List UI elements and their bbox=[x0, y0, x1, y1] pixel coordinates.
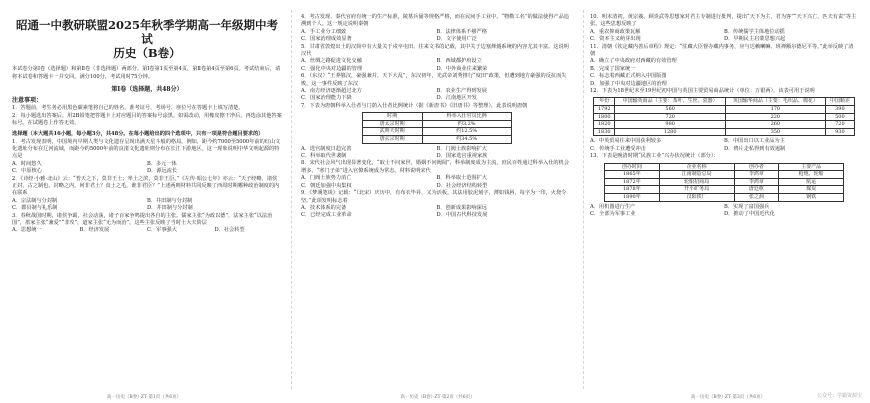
exam-subtitle: 历史（B卷） bbox=[113, 46, 181, 60]
option: C．军事强大 bbox=[147, 227, 177, 234]
table-cell: 560 bbox=[615, 106, 726, 114]
column-1 bbox=[0, 0, 288, 403]
option: A．门阀士族势力消亡 bbox=[301, 175, 352, 182]
option: A．选官制度日趋完善 bbox=[301, 145, 352, 152]
option: B．经济发展 bbox=[79, 227, 110, 234]
option: B．井田制与分封制 bbox=[147, 197, 193, 204]
option: C．已经完成工业革命 bbox=[301, 212, 352, 219]
table-cell: 500 bbox=[825, 113, 854, 121]
table-header: 科举入仕官员比例 bbox=[422, 113, 511, 121]
table-cell: 1872年 bbox=[605, 178, 660, 186]
option: C．标志着西藏正式纳入中国版图 bbox=[590, 73, 667, 80]
note-item: 2．每小题选出答案后，用2B铅笔把答题卡上对应题目的答案标号涂黑。如需改动，用橡皮擦干净后，再选涂其他答案标号。在试题卷上作答无效。 bbox=[12, 112, 282, 127]
table-row bbox=[594, 113, 855, 121]
option: C．国家治理能力下降 bbox=[301, 95, 352, 102]
table-cell: 约3.2% bbox=[422, 120, 511, 128]
table-cell: 钢铁 bbox=[779, 194, 844, 202]
table-cell: 1280 bbox=[615, 128, 726, 136]
table-cell: 1890年 bbox=[605, 194, 660, 202]
question-4: 4．考古发现，秦代官府有统一的生产标准，陵墓兵俑等规格严格，而在民间手工业中，“物勒工名”的做法使得产品追溯到个人。这一规定说明秦朝 bbox=[301, 14, 569, 28]
option: D．社会经济结构转型 bbox=[436, 182, 488, 189]
question-13: 13．下表是晚清时期“民族工业”兴办状况统计（部分）： bbox=[590, 153, 719, 160]
option: D．中国古代科技发展 bbox=[436, 212, 488, 219]
options-8b bbox=[301, 183, 572, 190]
option: D．中外商业往来繁荣 bbox=[436, 65, 488, 72]
selection-table bbox=[362, 112, 512, 143]
option: B．创新成果影响深远 bbox=[436, 204, 487, 211]
question-7: 7．下表为唐朝科举入仕者与门荫入仕者比例统计（据《新唐书》《旧唐书》等整理），此表说明唐朝 bbox=[301, 102, 528, 109]
option: D．推动了中国近代化 bbox=[724, 211, 775, 218]
option: D．文字使用广泛 bbox=[436, 36, 477, 43]
question-11: 11．清朝《钦定藏内善后章程》规定：“驻藏大臣督办藏内事务，应与达赖喇嘛、班禅额尔德尼平等。”此举反映了清朝 bbox=[590, 43, 854, 58]
question-6: 6．（东汉）“王莽篡汉，豪强兼并，天下大乱”，东汉初年，光武帝刘秀推行“度田”政策，但遭到地方豪强的反抗而失败。这一事件反映了东汉 bbox=[301, 73, 567, 87]
column-divider bbox=[583, 10, 584, 389]
option: D．国家选官重视家族 bbox=[436, 153, 488, 160]
table-cell: 枪炮、轮船 bbox=[779, 171, 844, 179]
table-header: 创办者 bbox=[734, 163, 779, 171]
option: B．农业生产得到发展 bbox=[436, 88, 487, 95]
options-13a bbox=[590, 204, 858, 211]
table-row bbox=[605, 194, 844, 202]
page-footer: 高一历史（B卷）·ZT·第2页（共6页） bbox=[400, 395, 475, 400]
table-cell: 170 bbox=[725, 106, 825, 114]
option: A．重农抑商政策瓦解 bbox=[590, 28, 641, 35]
table-header: 创办时间 bbox=[605, 163, 660, 171]
table-header-row bbox=[594, 98, 855, 106]
table-cell: 220 bbox=[725, 113, 825, 121]
option: C．中原核心 bbox=[12, 168, 42, 175]
option: A．手工业分工细致 bbox=[301, 28, 347, 35]
option: B．法律体系不够严格 bbox=[436, 28, 487, 35]
option: A．丝绸之路促进文化交融 bbox=[301, 58, 362, 65]
table-cell: 930 bbox=[825, 128, 854, 136]
table-cell: 李鸿章 bbox=[734, 171, 779, 179]
table-cell: 390 bbox=[825, 106, 854, 114]
table-cell: 720 bbox=[825, 121, 854, 129]
table-cell: 980 bbox=[615, 121, 726, 129]
table-cell: 720 bbox=[615, 113, 726, 121]
option: A．时间悠久 bbox=[12, 160, 42, 167]
option: D．井田制与分封制 bbox=[147, 205, 193, 212]
table-cell: 约34.5% bbox=[422, 136, 511, 144]
table-cell: 350 bbox=[725, 128, 825, 136]
page-footer: 高一历史（B卷）·ZT·第3页（共6页） bbox=[690, 395, 766, 400]
options-2b bbox=[12, 205, 282, 212]
options-4b bbox=[301, 36, 572, 43]
trade-table bbox=[593, 97, 855, 136]
table-row bbox=[605, 171, 844, 179]
question-10: 10．明末清初，黄宗羲、顾炎武等思想家对君主专制进行批判，提出“天下为主，君为客”“天下兴亡，匹夫有责”等主张。这些思想反映了 bbox=[590, 14, 857, 28]
table-cell: 约12.5% bbox=[422, 128, 511, 136]
options-9b bbox=[301, 212, 572, 219]
option: B．科举取士范围扩大 bbox=[436, 175, 487, 182]
option: B．完成了国家统一 bbox=[590, 65, 636, 72]
table-header: 中国输英商品（主要：茶叶、生丝、瓷器） bbox=[615, 98, 726, 106]
table-row bbox=[594, 121, 855, 129]
option: A．用机器进行生产 bbox=[590, 203, 636, 210]
table-cell: 1800 bbox=[594, 113, 615, 121]
option: A．技术体系的完备 bbox=[301, 204, 347, 211]
option: B．传统儒学主体地位动摇 bbox=[724, 28, 785, 35]
table-header-row bbox=[362, 113, 511, 121]
mc-section-title: 选择题（本大题共16小题，每小题3分，共48分。在每小题给出的四个选项中，只有一项是符合题目要求的） bbox=[12, 130, 264, 137]
question-9: 9．《梦溪笔谈》记载：“（北宋）庆历中，有布衣毕昇，又为活板。其法用胶泥刻字，薄如钱唇，每字为一印，火烧令坚。”此项发明标志着 bbox=[301, 190, 567, 204]
option: C．传统手工业遭受冲击 bbox=[590, 145, 646, 152]
option: C．全部为军事工业 bbox=[590, 211, 636, 218]
options-3 bbox=[12, 227, 282, 234]
option: A．中英贸易往来中国获利较多 bbox=[590, 138, 662, 145]
table-row bbox=[362, 136, 511, 144]
option: A．确立了中央政府对西藏的有效管理 bbox=[590, 58, 677, 65]
table-cell: 唐玄宗时期 bbox=[362, 136, 422, 144]
exam-intro: 本试卷分第Ⅰ卷（选择题）和第Ⅱ卷（非选择题）两部分。第Ⅰ卷第1页至第4页，第Ⅱ卷第4页至第6页。考试结束后，请将本试卷和答题卡一并交回。满分100分，考试用时75分钟。 bbox=[12, 66, 281, 80]
table-cell: 汉阳铁厂 bbox=[659, 194, 734, 202]
table-cell: 唐廷枢 bbox=[734, 186, 779, 194]
option: D．加强了中央对边疆地区的治理 bbox=[590, 80, 667, 87]
options-7a bbox=[301, 146, 572, 153]
table-cell: 航运 bbox=[779, 178, 844, 186]
note-item: 1．答题前，考生务必用黑色碳素笔将自己的姓名、准考证号、考场号、座位号在答题卡上填写清楚。 bbox=[12, 105, 244, 112]
question-2: 2．《诗经·小雅·北山》云：“普天之下，莫非王土；率土之滨，莫非王臣。”《左传·昭公七年》亦云：“天子经略，诸侯正封，古之制也。封略之内，何非君土？食土之毛，谁非君臣？”上述两则材料共同反映了西周时期哪种政治制度的内在联系 bbox=[12, 175, 280, 197]
exam-title: 昭通一中教研联盟2025年秋季学期高一年级期中考试 bbox=[15, 18, 278, 46]
options-6b bbox=[301, 95, 572, 102]
options-5a bbox=[301, 58, 572, 65]
options-8a bbox=[301, 175, 572, 182]
table-cell: 李鸿章 bbox=[734, 178, 779, 186]
option: C．强化中央对边疆的管理 bbox=[301, 65, 363, 72]
table-header: 企业名称 bbox=[659, 163, 734, 171]
question-5: 5．甘肃省敦煌出土的汉简中有大量关于戍卒屯田、往来文书的记载，其中关于边塞烽燧系统的内容尤其丰富。这说明汉代 bbox=[301, 43, 569, 58]
table-header: 中国顺差 bbox=[825, 98, 854, 106]
options-10b bbox=[590, 36, 858, 43]
table-cell: 江南制造总局 bbox=[659, 171, 734, 179]
table-cell: 260 bbox=[725, 121, 825, 129]
option: B．多元一体 bbox=[147, 160, 177, 167]
table-cell: 张之洞 bbox=[734, 194, 779, 202]
table-header-row bbox=[605, 163, 844, 171]
notes-title: 注意事项： bbox=[12, 97, 43, 105]
option: D．鸦片走私得到有效遏制 bbox=[724, 145, 786, 152]
table-header: 主要产品 bbox=[779, 163, 844, 171]
column-3 bbox=[586, 0, 870, 403]
section-title: 第Ⅰ卷（选择题，共48分） bbox=[111, 86, 183, 94]
page-footer: 高一历史（B卷）·ZT·第1页（共6页） bbox=[106, 395, 182, 400]
table-cell: 唐太宗时期 bbox=[362, 120, 422, 128]
table-row bbox=[362, 120, 511, 128]
table-cell: 轮船招商局 bbox=[659, 178, 734, 186]
option: C．国家治理成效显著 bbox=[301, 36, 352, 43]
table-cell: 1865年 bbox=[605, 171, 660, 179]
table-cell: 开平矿务局 bbox=[659, 186, 734, 194]
option: B．门阀士族影响扩大 bbox=[436, 145, 487, 152]
options-13b bbox=[590, 211, 858, 218]
table-cell: 1830 bbox=[594, 128, 615, 136]
column-divider bbox=[291, 10, 292, 389]
option: D．江南地区开发 bbox=[436, 95, 477, 102]
table-row bbox=[362, 128, 511, 136]
option: C．郡县制与礼乐制 bbox=[12, 205, 58, 212]
option: B．实现了富国强兵 bbox=[724, 203, 770, 210]
table-row bbox=[594, 106, 855, 114]
option: D．源远流长 bbox=[147, 168, 178, 175]
option: B．中国出口以工业品为主 bbox=[724, 138, 785, 145]
options-12a bbox=[590, 138, 858, 145]
option: D．早期民主启蒙思想兴起 bbox=[724, 36, 786, 43]
option: B．西域都护府设立 bbox=[436, 58, 482, 65]
table-row bbox=[594, 128, 855, 136]
option: A．南方经济逐渐超过北方 bbox=[301, 88, 362, 95]
options-1b bbox=[12, 168, 282, 175]
option: C．资本主义萌芽出现 bbox=[590, 36, 641, 43]
question-1: 1．考古发现表明，中国境内早期人类与文化遗存呈现出满天星斗般的格局。例如，距今约7000至5000年前的红山文化遗址分布在辽河流域，而距今约5000年前的良渚文化遗址则分布在长江下游地区。这一现象说明中华文明起源的特点是 bbox=[12, 138, 281, 160]
table-cell: 煤炭 bbox=[779, 186, 844, 194]
option: A．思想统一 bbox=[12, 227, 42, 234]
table-header: 时期 bbox=[362, 113, 422, 121]
table-cell: 武则天时期 bbox=[362, 128, 422, 136]
option: A．宗法制与分封制 bbox=[12, 197, 58, 204]
option: D．社会转型 bbox=[214, 227, 245, 234]
table-cell: 1792 bbox=[594, 106, 615, 114]
column-2 bbox=[295, 0, 580, 403]
table-row bbox=[605, 178, 844, 186]
table-cell: 1820 bbox=[594, 121, 615, 129]
question-12: 12．下表为18世纪末至19世纪初中国与英国主要贸易商品统计（单位：万银两）。该表可用于说明 bbox=[590, 88, 815, 95]
question-8: 8．宋代社会风气出现显著变化，“取士不问家世，婚姻不问阀阅”，科举制度成为主流，庶民百姓通过科举入仕的机会增多，“寒门子弟”进入官僚系统成为常态。材料说明宋代 bbox=[301, 160, 569, 174]
industry-table bbox=[604, 163, 844, 202]
table-header: 英国输华商品（主要：毛织品、棉花） bbox=[725, 98, 825, 106]
table-header: 年份 bbox=[594, 98, 615, 106]
option: C．科举取代世袭制 bbox=[301, 153, 347, 160]
table-cell: 1878年 bbox=[605, 186, 660, 194]
question-3: 3．春秋战国时期，诸侯争霸，社会动荡，诸子百家争鸣提出各自的主张。儒家主张“为政以德”，法家主张“以法治国”，墨家主张“兼爱”“非攻”，道家主张“无为而治”。这些主张反映了当时士大夫阶层 bbox=[12, 212, 273, 227]
watermark-text: 公众号：学霸资源宝 bbox=[816, 393, 862, 399]
option: C．朝廷加强中央集权 bbox=[301, 182, 352, 189]
table-row bbox=[605, 186, 844, 194]
